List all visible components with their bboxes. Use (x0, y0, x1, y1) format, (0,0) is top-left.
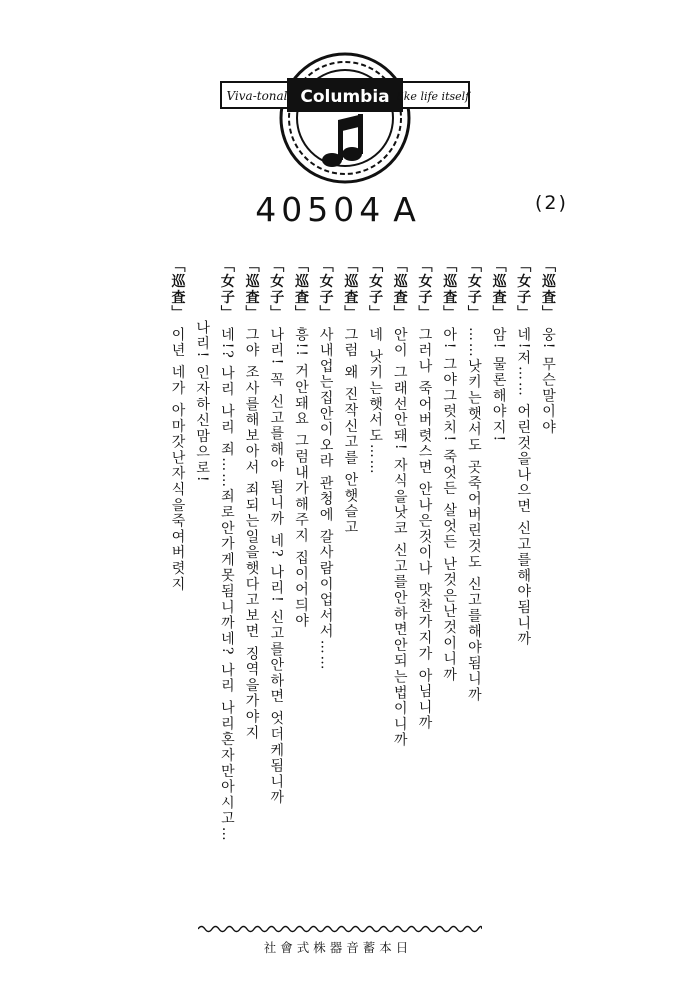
dialogue-line (486, 258, 511, 918)
dialogue-line (288, 258, 313, 918)
line-text: 나리! 인자하신맘으로! (194, 320, 211, 484)
speaker: 「巡査」 (243, 258, 260, 322)
line-text: 네 낫키는햇서도…… (367, 327, 384, 476)
dialogue-text (140, 258, 560, 918)
line-text: 암! 물론해야지! (490, 327, 507, 444)
brand-name: Columbia (300, 87, 390, 107)
wavy-divider (198, 924, 482, 934)
speaker: 「女子」 (465, 258, 482, 322)
dialogue-line (189, 258, 214, 918)
laurel-wreath (281, 54, 409, 182)
dialogue-line (165, 258, 190, 918)
speaker: 「女子」 (515, 258, 532, 322)
line-text: 나리! 꼭 신고를해야 됨니까 네? 나리! 신고를안하면 엇더케됨니까 (268, 327, 285, 806)
dialogue-line (436, 258, 461, 918)
dialogue-line (412, 258, 437, 918)
columbia-label-logo (215, 40, 475, 190)
line-text: 그러나 죽어버렷스면 안나은것이나 맛찬가지가 아님니까 (416, 327, 433, 732)
line-text: ……낫키는햇서도 곳죽어버린것도 신고를해야됨니까 (465, 327, 482, 704)
speaker: 「巡査」 (540, 258, 556, 322)
catalog-number-digits: 40504 (255, 190, 386, 229)
speaker: 「巡査」 (342, 258, 359, 322)
dialogue-line (264, 258, 289, 918)
speaker: 「巡査」 (441, 258, 458, 322)
line-text: 네!? 나리 나리 죄……죄로안가게못됨니까네? 나리 나리혼자만아시고… (218, 327, 235, 843)
line-text: 웅! 무슨말이야 (540, 327, 556, 436)
dialogue-line (338, 258, 363, 918)
dialogue-line (387, 258, 412, 918)
speaker: 「巡査」 (391, 258, 408, 322)
speaker: 「女子」 (268, 258, 285, 322)
page-number: (2) (535, 192, 568, 214)
dialogue-line (239, 258, 264, 918)
dialogue-line (362, 258, 387, 918)
speaker: 「巡査」 (169, 258, 186, 322)
speaker: 「巡査」 (490, 258, 507, 322)
line-text: 사내업는집안이오라 관청에 갈사람이업서서…… (317, 327, 334, 672)
dialogue-line (461, 258, 486, 918)
speaker: 「女子」 (218, 258, 235, 322)
speaker: 「女子」 (367, 258, 384, 322)
line-text: 흥!! 거안돼요 그럼내가해주지 집이어듸야 (292, 327, 309, 630)
speaker: 「女子」 (317, 258, 334, 322)
music-note-icon (322, 114, 363, 167)
line-text: 그야 조사를해보아서 죄되는일을햇다고보면 징역을가야지 (243, 327, 260, 741)
line-text: 안이 그래선안돼! 자식을낫코 신고를안하면안되는법이니까 (391, 327, 408, 749)
line-text: 네!저…… 어린것을나으면 신고를해야됨니까 (515, 327, 532, 648)
company-name: 日本蓄音器株式會社 (263, 940, 413, 955)
dialogue-line (214, 258, 239, 918)
dialogue-line (313, 258, 338, 918)
line-text: 이년 네가 아마갓난자식을죽여버렷지 (169, 327, 186, 593)
dialogue-line (511, 258, 536, 918)
speaker: 「女子」 (416, 258, 433, 322)
catalog-number (0, 190, 676, 229)
line-text: 그럼 왜 진작신고를 안햇슬고 (342, 327, 359, 536)
speaker: 「巡査」 (292, 258, 309, 322)
banner-right-text: like life itself (396, 90, 470, 103)
line-text: 아! 그야그럿치! 죽엇든 살엇든 난것은난것이니까 (441, 327, 458, 684)
record-side: A (393, 190, 421, 229)
dialogue-line (535, 258, 560, 918)
banner-left-text: Viva-tonal (226, 89, 288, 103)
